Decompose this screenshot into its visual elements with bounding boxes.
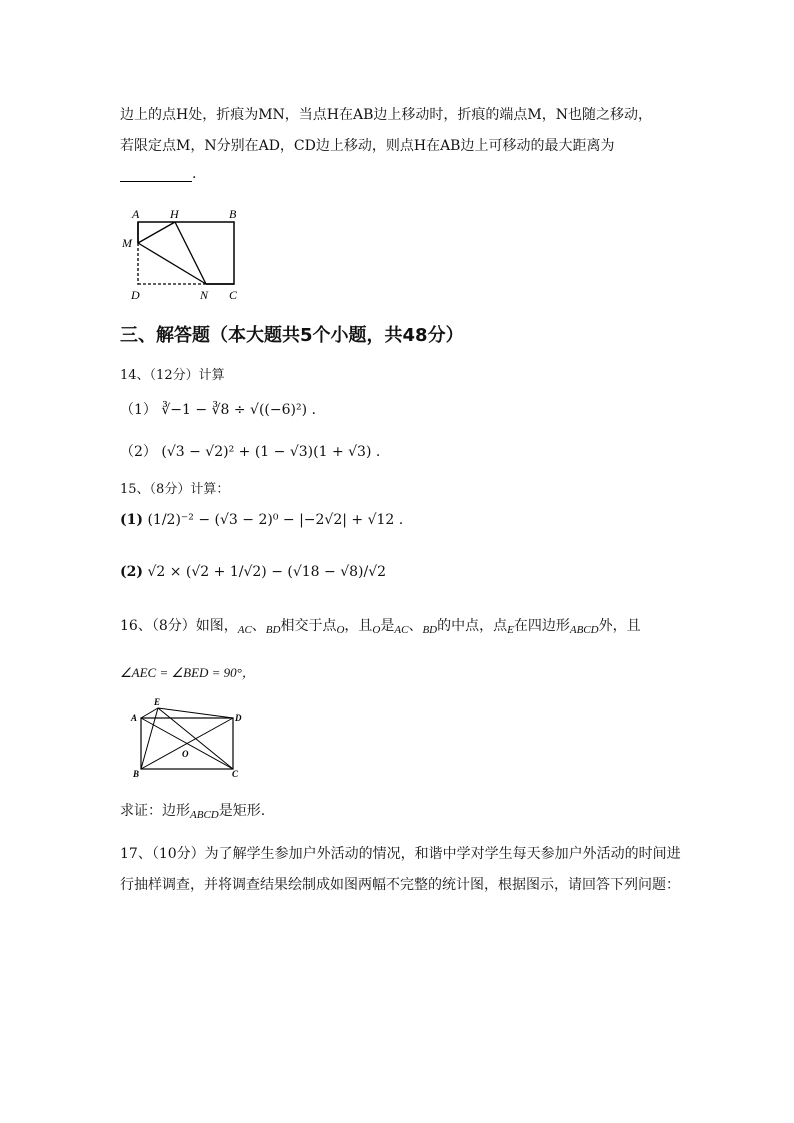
q13-line2: 若限定点M，N分别在AD，CD边上移动，则点H在AB边上可移动的最大距离为 bbox=[120, 138, 615, 154]
q15-part2-expr: √2 × (√2 + 1/√2) − (√18 − √8)/√2 bbox=[147, 564, 387, 580]
q16-t4: 的中点，点 bbox=[437, 618, 508, 634]
q13-line-mh bbox=[138, 222, 175, 243]
q13-rectangle bbox=[138, 222, 234, 284]
answer-blank bbox=[120, 167, 192, 182]
q16-e: E bbox=[507, 624, 514, 636]
q16-sep2: 、 bbox=[408, 618, 423, 634]
q15-part1-label: (1) bbox=[120, 512, 143, 528]
q16-label-d: D bbox=[235, 713, 242, 723]
q16-label-o: O bbox=[182, 749, 189, 759]
q16-label-e: E bbox=[154, 697, 161, 707]
q14-part1 bbox=[120, 399, 316, 419]
q17-line2: 行抽样调查，并将调查结果绘制成如图两幅不完整的统计图，根据图示，请回答下列问题： bbox=[120, 877, 680, 893]
q16-ac: AC bbox=[237, 624, 252, 636]
q16-label-b: B bbox=[133, 769, 140, 779]
q14-title: 14、（12分）计算 bbox=[120, 368, 225, 383]
q13-label-n: N bbox=[200, 288, 209, 302]
q16-bd2: BD bbox=[422, 624, 438, 636]
q15-part2-label: (2) bbox=[120, 564, 143, 580]
q16-t3: 是 bbox=[380, 618, 395, 634]
q14-part1-label: （1） bbox=[120, 402, 157, 418]
q13-line1: 边上的点H处，折痕为MN，当点H在AB边上移动时，折痕的端点M，N也随之移动， bbox=[120, 107, 652, 123]
q14-part2-label: （2） bbox=[120, 444, 157, 460]
q14-part2 bbox=[120, 441, 380, 461]
q16-label-c: C bbox=[232, 769, 239, 779]
q13-line3 bbox=[120, 166, 196, 182]
q13-label-h: H bbox=[170, 207, 179, 221]
q16-prove-abcd: ABCD bbox=[190, 809, 219, 821]
q13-label-d: D bbox=[131, 288, 140, 302]
q15-part1-expr: (1/2)⁻² − (√3 − 2)⁰ − |−2√2| + √12 . bbox=[147, 512, 404, 528]
q15-part1 bbox=[120, 512, 403, 528]
q13-line3-end: . bbox=[192, 166, 197, 182]
q16-t2: ，且 bbox=[344, 618, 373, 634]
q16-line-ed bbox=[158, 708, 233, 718]
section-heading: 三、解答题（本大题共5个小题，共48分） bbox=[120, 325, 464, 346]
q13-label-b: B bbox=[229, 207, 237, 221]
q16-figure bbox=[128, 695, 246, 781]
q16-line-ec bbox=[158, 708, 233, 769]
q16-ac2: AC bbox=[394, 624, 409, 636]
q16-sep1: 、 bbox=[251, 618, 266, 634]
q13-label-m: M bbox=[122, 236, 132, 250]
q14-part1-expr: ∛−1 − ∛8 ÷ √((−6)²) . bbox=[161, 402, 316, 418]
q15-part2 bbox=[120, 564, 386, 580]
q16-o: O bbox=[336, 624, 345, 636]
q13-label-c: C bbox=[229, 288, 238, 302]
q16-o2: O bbox=[372, 624, 381, 636]
q16-line1 bbox=[120, 615, 641, 636]
q16-t6: 外，且 bbox=[598, 618, 641, 634]
q16-line-eb bbox=[141, 708, 158, 769]
q13-figure bbox=[118, 202, 253, 306]
q17-line1: 17、（10分）为了解学生参加户外活动的情况，和谐中学对学生每天参加户外活动的时间进 bbox=[120, 846, 681, 862]
q14-part2-expr: (√3 − √2)² + (1 − √3)(1 + √3) . bbox=[161, 444, 381, 460]
q16-abcd: ABCD bbox=[569, 624, 599, 636]
q16-angle-text: ∠AEC = ∠BED = 90°， bbox=[120, 665, 255, 680]
q16-label-a: A bbox=[131, 713, 138, 723]
q15-title: 15、（8分）计算： bbox=[120, 482, 230, 497]
q16-angle-line bbox=[120, 662, 255, 681]
q16-bd: BD bbox=[265, 624, 281, 636]
q16-prove-suffix: 是矩形. bbox=[218, 803, 266, 819]
q16-prove-prefix: 求证：边形 bbox=[120, 803, 190, 819]
q16-prove bbox=[120, 800, 265, 821]
q16-title-prefix: 16、（8分）如图， bbox=[120, 618, 238, 634]
q16-t1: 相交于点 bbox=[280, 618, 337, 634]
q16-t5: 在四边形 bbox=[513, 618, 570, 634]
q13-label-a: A bbox=[132, 207, 140, 221]
